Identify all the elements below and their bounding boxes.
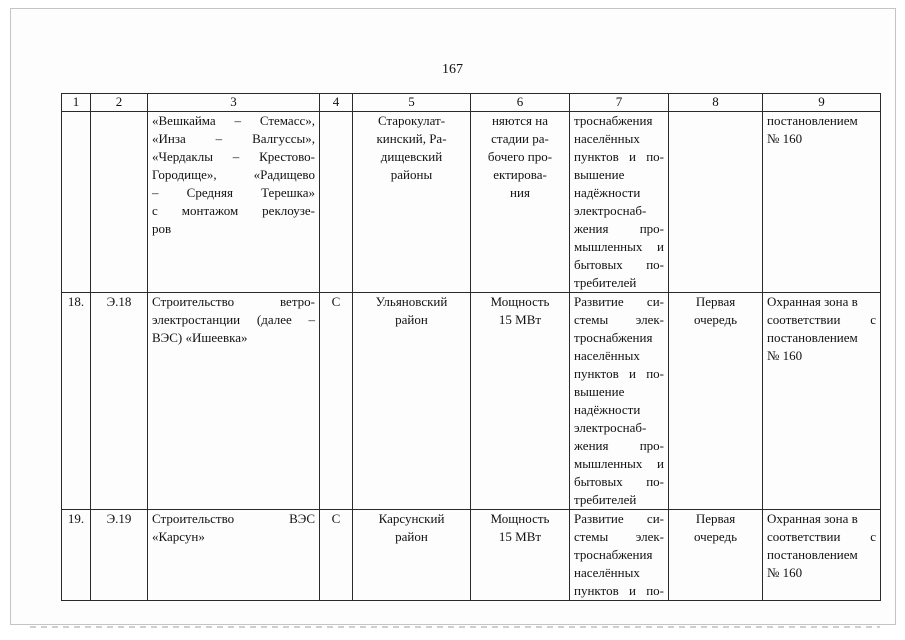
- text-line: требителей: [574, 275, 637, 290]
- text-line: стемы элек-: [574, 529, 664, 544]
- cell-type: С: [320, 510, 353, 601]
- page-number: 167: [442, 62, 463, 77]
- column-header-5: 5: [353, 94, 471, 112]
- cell-type: [320, 112, 353, 293]
- text-line: Строительство ветро-: [152, 294, 315, 309]
- cell-name: [148, 112, 320, 293]
- text-line: ВЭС) «Ишеевка»: [152, 330, 248, 345]
- text-line: № 160: [767, 565, 803, 580]
- text-line: электроснаб-: [574, 203, 647, 218]
- text-line: 15 МВт: [498, 529, 542, 544]
- text-line: бочего про-: [487, 149, 553, 164]
- text-line: Строительство ВЭС: [152, 511, 315, 526]
- cell-purpose: [570, 510, 669, 601]
- text-line: жения про-: [574, 438, 664, 453]
- text-line: стадии ра-: [491, 131, 549, 146]
- cell-location: [353, 293, 471, 510]
- text-line: Развитие си-: [574, 294, 664, 309]
- text-line: очередь: [693, 529, 738, 544]
- text-line: Ульяновский: [375, 294, 448, 309]
- cell-type: С: [320, 293, 353, 510]
- text-line: Карсунский: [378, 511, 445, 526]
- text-line: вышение: [574, 167, 625, 182]
- text-line: Старокулат-: [377, 113, 446, 128]
- text-line: постановлением: [767, 547, 858, 562]
- text-line: район: [395, 529, 428, 544]
- text-line: бытовых по-: [574, 474, 664, 489]
- text-line: ектирова-: [493, 167, 547, 182]
- cell-stage: [669, 112, 763, 293]
- text-line: очередь: [693, 312, 738, 327]
- cell-location: [353, 112, 471, 293]
- text-line: мышленных и: [574, 456, 664, 471]
- table-row: [62, 510, 881, 601]
- cell-code: Э.18: [91, 293, 148, 510]
- cell-params: [471, 510, 570, 601]
- text-line: ров: [152, 221, 172, 236]
- cell-name: [148, 293, 320, 510]
- text-line: вышение: [574, 384, 625, 399]
- text-line: Первая: [695, 294, 736, 309]
- text-line: населённых: [574, 348, 640, 363]
- text-line: постановлением: [767, 113, 858, 128]
- text-line: № 160: [767, 131, 803, 146]
- text-line: няются на: [491, 113, 549, 128]
- cell-location: [353, 510, 471, 601]
- text-line: ния: [510, 185, 530, 200]
- cell-num: 18.: [62, 293, 91, 510]
- cell-stage: [669, 293, 763, 510]
- text-line: населённых: [574, 565, 640, 580]
- text-line: надёжности: [574, 185, 641, 200]
- text-line: Охранная зона в: [767, 294, 858, 309]
- text-line: требителей: [574, 492, 637, 507]
- text-line: № 160: [767, 348, 803, 363]
- text-line: электроснаб-: [574, 420, 647, 435]
- column-header-4: 4: [320, 94, 353, 112]
- cell-zone: [763, 510, 881, 601]
- column-header-9: 9: [763, 94, 881, 112]
- text-line: бытовых по-: [574, 257, 664, 272]
- column-header-1: 1: [62, 94, 91, 112]
- column-header-7: 7: [570, 94, 669, 112]
- text-line: Мощность: [490, 511, 550, 526]
- text-line: – Средняя Терешка»: [152, 185, 315, 200]
- text-line: постановлением: [767, 330, 858, 345]
- text-line: надёжности: [574, 402, 641, 417]
- text-line: соответствии с: [767, 529, 876, 544]
- cell-params: [471, 112, 570, 293]
- cell-zone: [763, 293, 881, 510]
- cell-num: 19.: [62, 510, 91, 601]
- text-line: районы: [390, 167, 433, 182]
- text-line: «Чердаклы – Крестово-: [152, 149, 315, 164]
- text-line: пунктов и по-: [574, 366, 664, 381]
- text-line: жения про-: [574, 221, 664, 236]
- cell-code: Э.19: [91, 510, 148, 601]
- column-header-6: 6: [471, 94, 570, 112]
- text-line: Мощность: [490, 294, 550, 309]
- header-row: [62, 94, 881, 112]
- cell-purpose: [570, 112, 669, 293]
- text-line: район: [395, 312, 428, 327]
- text-line: «Инза – Валгуссы»,: [152, 131, 315, 146]
- cell-num: [62, 112, 91, 293]
- text-line: троснабжения: [574, 113, 653, 128]
- text-line: 15 МВт: [498, 312, 542, 327]
- text-line: соответствии с: [767, 312, 876, 327]
- column-header-2: 2: [91, 94, 148, 112]
- text-line: населённых: [574, 131, 640, 146]
- text-line: электростанции (далее –: [152, 312, 315, 327]
- text-line: дищевский: [380, 149, 443, 164]
- cell-code: [91, 112, 148, 293]
- cell-purpose: [570, 293, 669, 510]
- column-header-3: 3: [148, 94, 320, 112]
- text-line: кинский, Ра-: [376, 131, 447, 146]
- text-line: Первая: [695, 511, 736, 526]
- cell-params: [471, 293, 570, 510]
- text-line: с монтажом реклоузе-: [152, 203, 315, 218]
- text-line: Городище», «Радищево: [152, 167, 315, 182]
- cell-stage: [669, 510, 763, 601]
- cell-zone: [763, 112, 881, 293]
- text-line: Развитие си-: [574, 511, 664, 526]
- scan-artifact-line: [30, 626, 880, 628]
- text-line: Охранная зона в: [767, 511, 858, 526]
- infrastructure-table: [61, 93, 881, 601]
- text-line: «Карсун»: [152, 529, 205, 544]
- text-line: троснабжения: [574, 330, 653, 345]
- cell-name: [148, 510, 320, 601]
- text-line: троснабжения: [574, 547, 653, 562]
- table-row-continued: [62, 112, 881, 293]
- text-line: мышленных и: [574, 239, 664, 254]
- text-line: пунктов и по-: [574, 149, 664, 164]
- text-line: стемы элек-: [574, 312, 664, 327]
- text-line: «Вешкайма – Стемасс»,: [152, 113, 315, 128]
- column-header-8: 8: [669, 94, 763, 112]
- table-row: [62, 293, 881, 510]
- text-line: пунктов и по-: [574, 583, 664, 598]
